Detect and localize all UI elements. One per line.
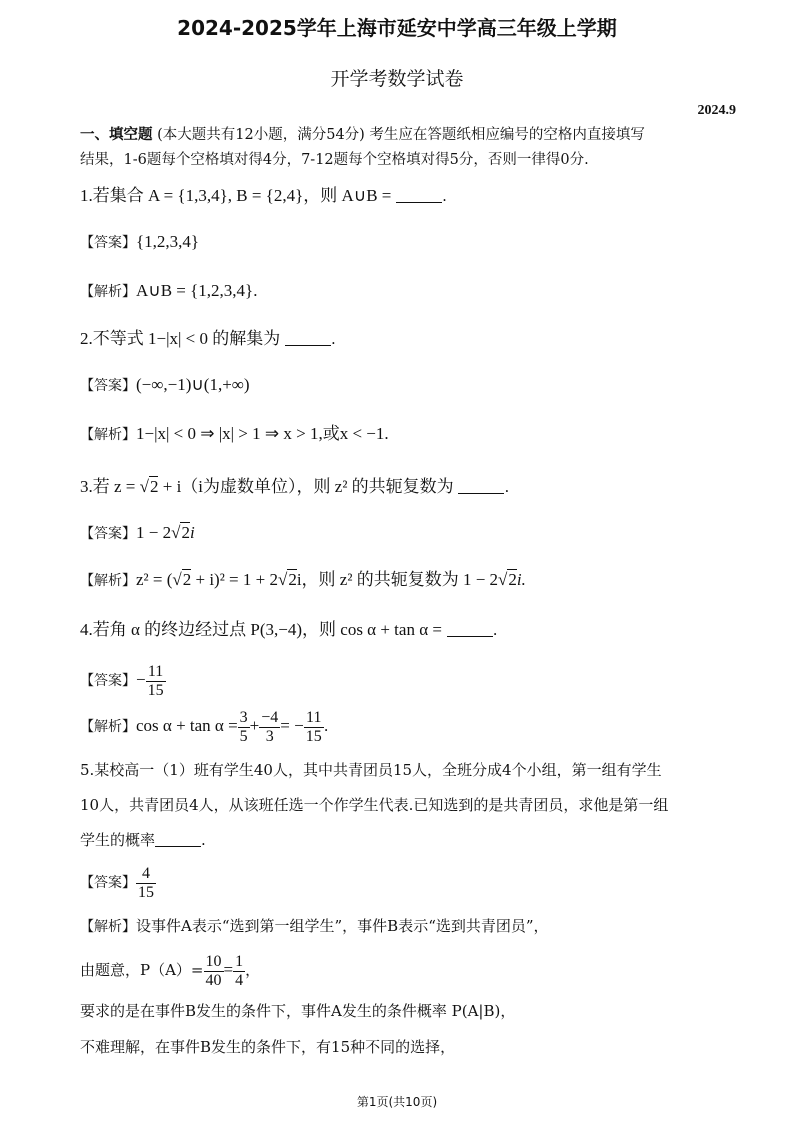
question-1: 1.若集合 A = {1,3,4}, B = {2,4}，则 A∪B = .: [80, 186, 447, 205]
fraction-numerator: 3: [239, 708, 248, 726]
q5-line-3: 学生的概率 .: [80, 831, 206, 849]
q2-analysis-line: [80, 424, 389, 445]
q4-analysis-line: 【解析】cos α + tan α = $\frac{3}{5}$ + $\frac{-4}{3}$ = − $\frac{11}{15}$ .: [80, 708, 329, 745]
q3-analysis-radicand: 2: [508, 570, 517, 589]
fraction-denominator: 15: [138, 883, 154, 901]
fraction: [238, 709, 250, 746]
q4-answer-sign: −: [136, 670, 146, 689]
q3-analysis-part: + i)² = 1 + 2: [191, 570, 278, 589]
answer-blank: [396, 188, 442, 203]
q5-analysis-line-2: 由题意，P（A）= $\frac{10}{40}$ = $\frac{1}{4}$ ，: [80, 952, 261, 989]
question-4: 4.若角 α 的终边经过点 P(3,−4)，则 cos α + tan α = .: [80, 620, 498, 639]
q5-analysis-line-1: [80, 916, 549, 937]
fraction: [204, 953, 224, 990]
answer-blank: [285, 331, 331, 346]
q1-stem: 1.若集合 A = {1,3,4}, B = {2,4}，则 A∪B =: [80, 186, 392, 205]
q5-answer-line: [80, 862, 156, 903]
q5-analysis-2: 由题意，P（A）=: [80, 961, 204, 979]
q3-analysis-radicand: 2: [182, 570, 192, 589]
section-heading-line1: [80, 125, 645, 145]
fraction: [259, 709, 280, 746]
equals-sign: = −: [280, 716, 304, 735]
fraction-numerator: 11: [304, 709, 324, 728]
fraction-numerator: 1: [235, 952, 244, 970]
q2-analysis: 1−|x| < 0 ⇒ |x| > 1 ⇒ x > 1,或x < −1.: [136, 424, 389, 443]
q2-answer: (−∞,−1)∪(1,+∞): [136, 375, 250, 394]
q5-line-2: 10人，共青团员4人，从该班任选一个作学生代表.已知选到的是共青团员，求他是第一组: [80, 796, 669, 814]
q4-answer-line: [80, 660, 166, 701]
question-2: 2.不等式 1−|x| < 0 的解集为 .: [80, 329, 336, 348]
q4-analysis-part: cos α + tan α =: [136, 716, 238, 735]
fraction: [304, 709, 324, 746]
exam-title: 2024-2025学年上海市延安中学高三年级上学期: [177, 16, 617, 40]
q3-stem-part: + i（i为虚数单位），则 z² 的共轭复数为: [158, 477, 454, 496]
q3-analysis-radicand: 2: [288, 570, 297, 589]
answer-label: 【答案】: [80, 875, 136, 891]
q3-answer-radicand: 2: [181, 523, 190, 542]
answer-label: 【答案】: [80, 378, 136, 394]
q2-answer-line: [80, 375, 250, 396]
section-heading: 一、填空题: [80, 127, 153, 143]
fraction-denominator: 15: [147, 681, 164, 699]
fraction-denominator: 15: [305, 727, 322, 745]
answer-label: 【答案】: [80, 526, 136, 542]
q4-answer-fraction: [146, 663, 166, 700]
q4-stem: 4.若角 α 的终边经过点 P(3,−4)，则 cos α + tan α =: [80, 620, 442, 639]
q5-analysis-line-3: 要求的是在事件B发生的条件下，事件A发生的条件概率 P(A|B)，: [80, 1002, 516, 1020]
q3-stem-part: 3.若 z =: [80, 477, 140, 496]
fraction-numerator: 4: [136, 865, 156, 884]
q1-answer: {1,2,3,4}: [136, 232, 200, 251]
fraction-denominator: 3: [265, 727, 274, 745]
q3-stem-radicand: 2: [149, 477, 159, 496]
fraction-numerator: 10: [205, 952, 222, 970]
section-desc-1: (本大题共有12小题，满分54分) 考生应在答题纸相应编号的空格内直接填写: [157, 127, 645, 143]
fraction-numerator: −4: [261, 708, 279, 726]
exam-subtitle: 开学考数学试卷: [330, 68, 464, 90]
section-desc-2: 结果，1-6题每个空格填对得4分，7-12题每个空格填对得5分，否则一律得0分.: [80, 152, 589, 168]
exam-date: 2024.9: [697, 103, 736, 118]
q3-analysis-part: z² = (: [136, 570, 173, 589]
q1-analysis: A∪B = {1,2,3,4}.: [136, 281, 258, 300]
q3-analysis-part: i，则 z² 的共轭复数为 1 − 2: [296, 570, 499, 589]
fraction-denominator: 4: [235, 971, 244, 989]
fraction-numerator: 11: [146, 663, 166, 682]
answer-blank: [458, 479, 504, 494]
analysis-label: 【解析】: [80, 919, 136, 935]
page-footer: 第1页(共10页): [356, 1095, 438, 1109]
q5-analysis-line-4: 不难理解，在事件B发生的条件下，有15种不同的选择，: [80, 1038, 456, 1056]
q2-stem: 2.不等式 1−|x| < 0 的解集为: [80, 329, 281, 348]
answer-label: 【答案】: [80, 673, 136, 689]
q5-line-1: 5.某校高一（1）班有学生40人，其中共青团员15人，全班分成4个小组，第一组有学生: [80, 761, 662, 779]
q1-answer-line: [80, 232, 199, 253]
answer-blank: [155, 832, 201, 847]
analysis-label: 【解析】: [80, 427, 136, 443]
q3-answer-part: i: [189, 523, 195, 542]
fraction-denominator: 40: [205, 971, 222, 989]
analysis-label: 【解析】: [80, 719, 136, 735]
analysis-label: 【解析】: [80, 284, 136, 300]
answer-label: 【答案】: [80, 235, 136, 251]
q1-analysis-line: [80, 281, 257, 302]
q3-analysis-part: i.: [516, 570, 526, 589]
answer-blank: [447, 622, 493, 637]
fraction-denominator: 5: [239, 727, 248, 745]
q3-answer-line: 【答案】1 − 2√2i: [80, 523, 195, 542]
q5-analysis-1: 设事件A表示“选到第一组学生”，事件B表示“选到共青团员”，: [136, 917, 549, 935]
q5-stem-end: 学生的概率: [80, 831, 156, 849]
question-3: 3.若 z = √2 + i（i为虚数单位），则 z² 的共轭复数为 .: [80, 477, 510, 496]
q3-analysis-line: 【解析】z² = (√2 + i)² = 1 + 2√2i，则 z² 的共轭复数为 1 − 2√2i.: [80, 570, 526, 589]
q5-answer-fraction: [136, 865, 156, 902]
fraction: [233, 953, 245, 990]
plus-sign: +: [249, 716, 260, 735]
analysis-label: 【解析】: [80, 573, 136, 589]
q3-answer-part: 1 − 2: [136, 523, 172, 542]
